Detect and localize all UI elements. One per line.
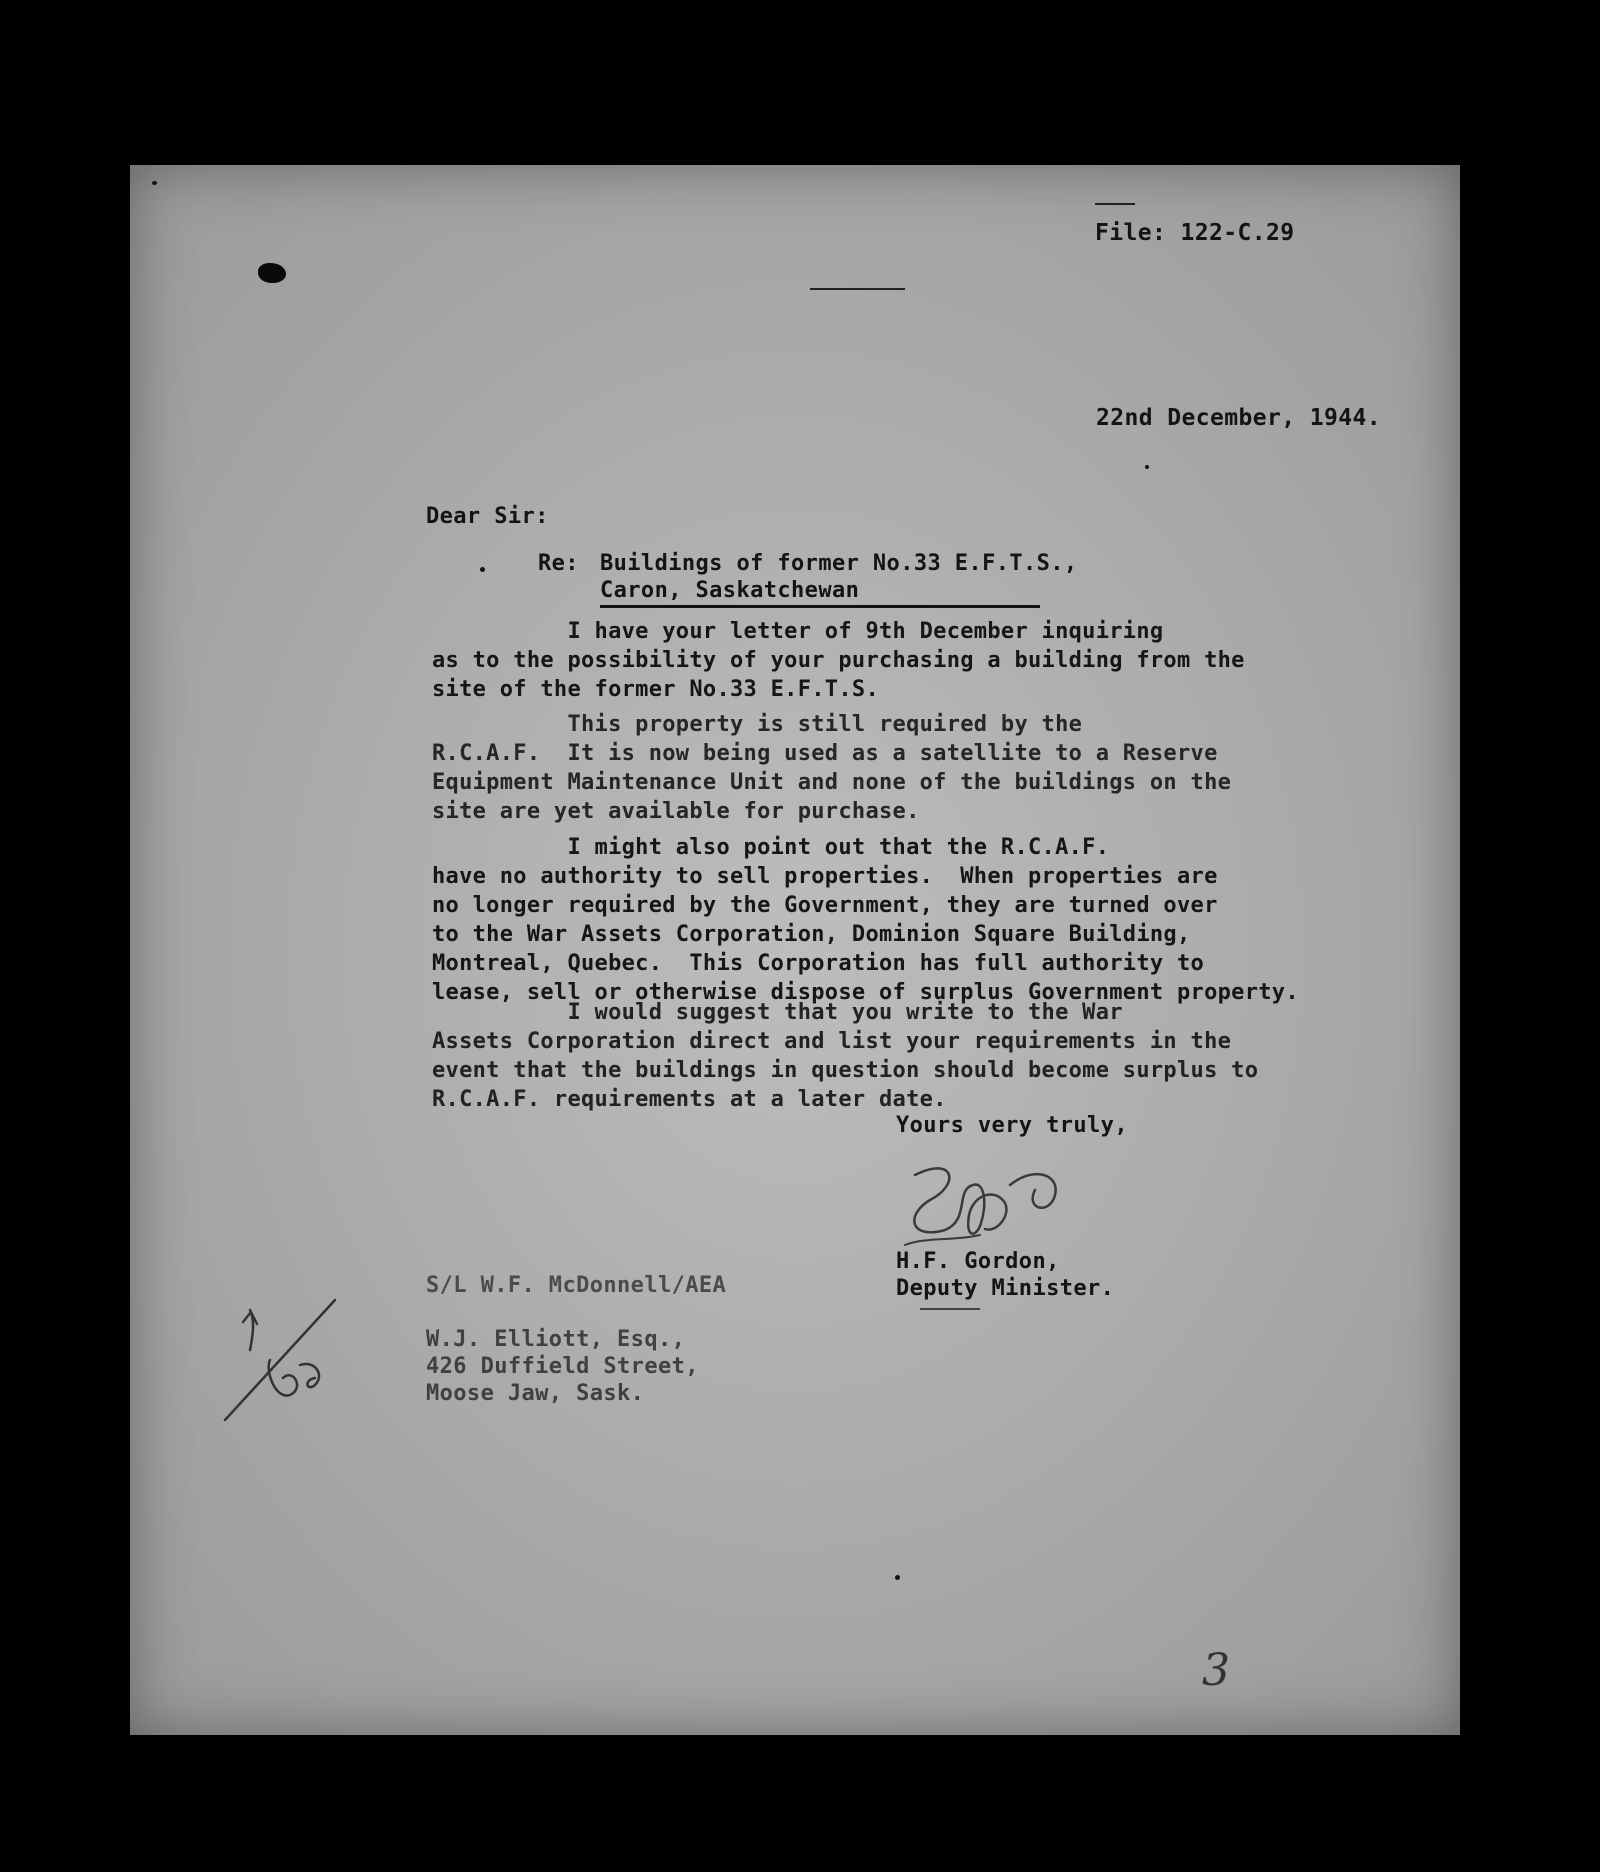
salutation: Dear Sir: xyxy=(426,504,549,529)
speck xyxy=(152,181,157,185)
signer-name: H.F. Gordon, xyxy=(896,1249,1060,1274)
subject-label: Re: xyxy=(538,551,579,576)
speck xyxy=(480,567,485,572)
letter-page xyxy=(130,165,1460,1735)
letter-date: 22nd December, 1944. xyxy=(1096,405,1381,431)
signature-icon xyxy=(885,1145,1085,1265)
subject-line-1: Buildings of former No.33 E.F.T.S., xyxy=(600,551,1078,576)
paragraph-3: I might also point out that the R.C.A.F. have no authority to sell properties. When properties are no longer required by the Government, they are turned over to the War Assets Corporation, Dominion Square Building, Montreal, Quebec. This Corporation has full authority to lease, sell or otherwise dispose of surplus Government property. xyxy=(432,835,1299,1005)
addressee-city: Moose Jaw, Sask. xyxy=(426,1381,645,1406)
page-number: 3 xyxy=(1202,1645,1230,1696)
file-overline xyxy=(1095,203,1135,205)
closing: Yours very truly, xyxy=(896,1113,1128,1138)
paragraph-4: I would suggest that you write to the War Assets Corporation direct and list your requirements in the event that the buildings in question should become surplus to R.C.A.F. requirements at a later date. xyxy=(432,1000,1259,1112)
speck xyxy=(1145,465,1149,469)
signer-rule xyxy=(920,1308,980,1310)
speck xyxy=(895,1575,900,1580)
header-rule xyxy=(810,288,905,290)
file-reference: File: 122-C.29 xyxy=(1095,220,1295,246)
addressee-name: W.J. Elliott, Esq., xyxy=(426,1327,686,1352)
paragraph-2: This property is still required by the R.C.A.F. It is now being used as a satellite to a Reserve Equipment Maintenance Unit and none of the buildings on the site are yet available for purchase. xyxy=(432,712,1232,824)
ink-blot xyxy=(258,263,286,283)
subject-line-2: Caron, Saskatchewan xyxy=(600,578,860,603)
subject-underline xyxy=(600,605,1040,608)
addressee-street: 426 Duffield Street, xyxy=(426,1354,699,1379)
margin-mark-icon xyxy=(215,1290,365,1430)
paragraph-1: I have your letter of 9th December inquiring as to the possibility of your purchasing a building from the site of the former No.33 E.F.T.S. xyxy=(432,619,1245,702)
signer-title: Deputy Minister. xyxy=(896,1276,1115,1301)
reference-initials: S/L W.F. McDonnell/AEA xyxy=(426,1273,727,1298)
